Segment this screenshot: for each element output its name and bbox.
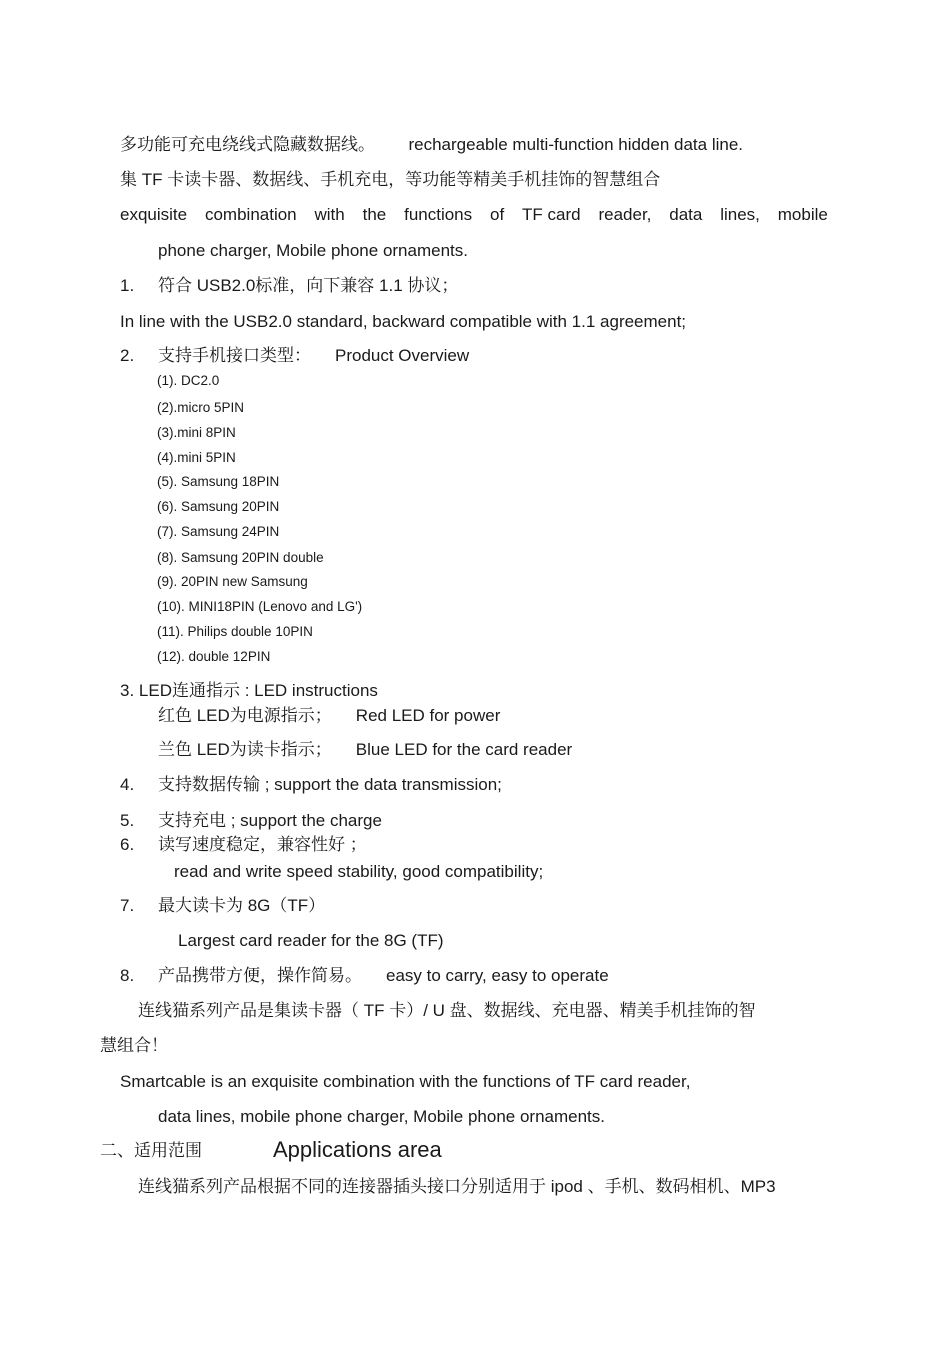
intro-line-3-word: exquisite (120, 205, 188, 224)
section-2-body: 连线猫系列产品根据不同的连接器插头接口分别适用于 ipod 、手机、数码相机、MP3 (138, 1177, 776, 1196)
item-4-text: 支持数据传输 ; support the data transmission; (158, 775, 502, 794)
intro-line-3-word: TF card (522, 205, 581, 224)
interface-item: (6). Samsung 20PIN (157, 499, 280, 514)
item-7-cn: 最大读卡为 8G（TF） (158, 896, 326, 915)
item-2-en: Product Overview (335, 346, 470, 365)
intro-line-3-word: data (669, 205, 703, 224)
intro-line-2: 集 TF 卡读卡器、数据线、手机充电，等功能等精美手机挂饰的智慧组合 (120, 170, 661, 189)
intro-line-1 (120, 135, 743, 155)
intro-line-3-word: of (490, 205, 505, 224)
interface-item: (2).micro 5PIN (157, 400, 245, 415)
intro-line-3-word: reader, (598, 205, 652, 224)
intro-line-3-word: mobile (777, 205, 828, 224)
item-5 (120, 811, 382, 831)
intro-line-3-word: lines, (720, 205, 760, 224)
interface-item: (5). Samsung 18PIN (157, 474, 280, 489)
item-2-cn: 支持手机接口类型： (158, 346, 311, 365)
item-3-blue-en: Blue LED for the card reader (355, 740, 573, 759)
intro-line-3-word: combination (204, 205, 297, 224)
item-7-en: Largest card reader for the 8G (TF) (178, 931, 444, 950)
item-8-en: easy to carry, easy to operate (386, 966, 609, 985)
interface-item: (8). Samsung 20PIN double (157, 550, 324, 565)
section-2-heading-cn: 二、适用范围 (100, 1141, 202, 1160)
intro-line-3-word: the (362, 205, 387, 224)
item-5-number: 5. (120, 811, 135, 830)
interface-item: (10). MINI18PIN (Lenovo and LG') (157, 599, 363, 614)
item-4 (120, 775, 502, 795)
interface-item: (9). 20PIN new Samsung (157, 574, 308, 589)
item-6-en: read and write speed stability, good compatibility; (174, 862, 544, 881)
intro-line-3 (120, 205, 828, 225)
item-7 (120, 896, 325, 916)
item-6 (120, 835, 367, 855)
intro-line-3-word: with (314, 205, 345, 224)
item-1-en: In line with the USB2.0 standard, backward compatible with 1.1 agreement; (120, 312, 687, 331)
item-3-red-en: Red LED for power (355, 706, 501, 725)
intro-line-1-en: rechargeable multi-function hidden data line. (408, 135, 744, 154)
item-5-text: 支持充电 ; support the charge (158, 811, 382, 830)
summary-en-line-1: Smartcable is an exquisite combination with the functions of TF card reader, (120, 1072, 691, 1091)
item-6-number: 6. (120, 835, 135, 854)
item-2 (120, 346, 469, 366)
interface-item: (7). Samsung 24PIN (157, 524, 280, 539)
item-7-number: 7. (120, 896, 135, 915)
item-6-cn: 读写速度稳定，兼容性好 ； (158, 835, 367, 854)
item-3-red-cn: 红色 LED为电源指示； (158, 706, 332, 725)
item-4-number: 4. (120, 775, 135, 794)
item-8 (120, 966, 609, 986)
interface-item: (4).mini 5PIN (157, 450, 236, 465)
item-3-blue-cn: 兰色 LED为读卡指示； (158, 740, 332, 759)
intro-line-1-cn: 多功能可充电绕线式隐藏数据线。 (120, 135, 375, 154)
item-1-number: 1. (120, 276, 135, 295)
intro-line-3-word: functions (404, 205, 473, 224)
interface-item: (3).mini 8PIN (157, 425, 236, 440)
section-2-heading-en: Applications area (273, 1137, 442, 1162)
interface-item: (12). double 12PIN (157, 649, 271, 664)
item-3-red (158, 706, 500, 726)
item-8-cn: 产品携带方便，操作简易。 (158, 966, 362, 985)
interface-item: (1). DC2.0 (157, 373, 220, 388)
item-1-cn: 符合 USB2.0标准，向下兼容 1.1 协议； (158, 276, 459, 295)
item-2-number: 2. (120, 346, 135, 365)
item-1 (120, 276, 458, 296)
intro-line-4: phone charger, Mobile phone ornaments. (158, 241, 468, 260)
summary-cn-line-2: 慧组合！ (100, 1036, 168, 1055)
interface-item: (11). Philips double 10PIN (157, 624, 313, 639)
item-3: 3. LED连通指示 : LED instructions (120, 681, 378, 700)
item-3-blue (158, 740, 572, 760)
summary-cn-line-1: 连线猫系列产品是集读卡器（ TF 卡）/ U 盘、数据线、充电器、精美手机挂饰的智 (138, 1001, 756, 1020)
item-8-number: 8. (120, 966, 135, 985)
summary-en-line-2: data lines, mobile phone charger, Mobile phone ornaments. (158, 1107, 606, 1126)
